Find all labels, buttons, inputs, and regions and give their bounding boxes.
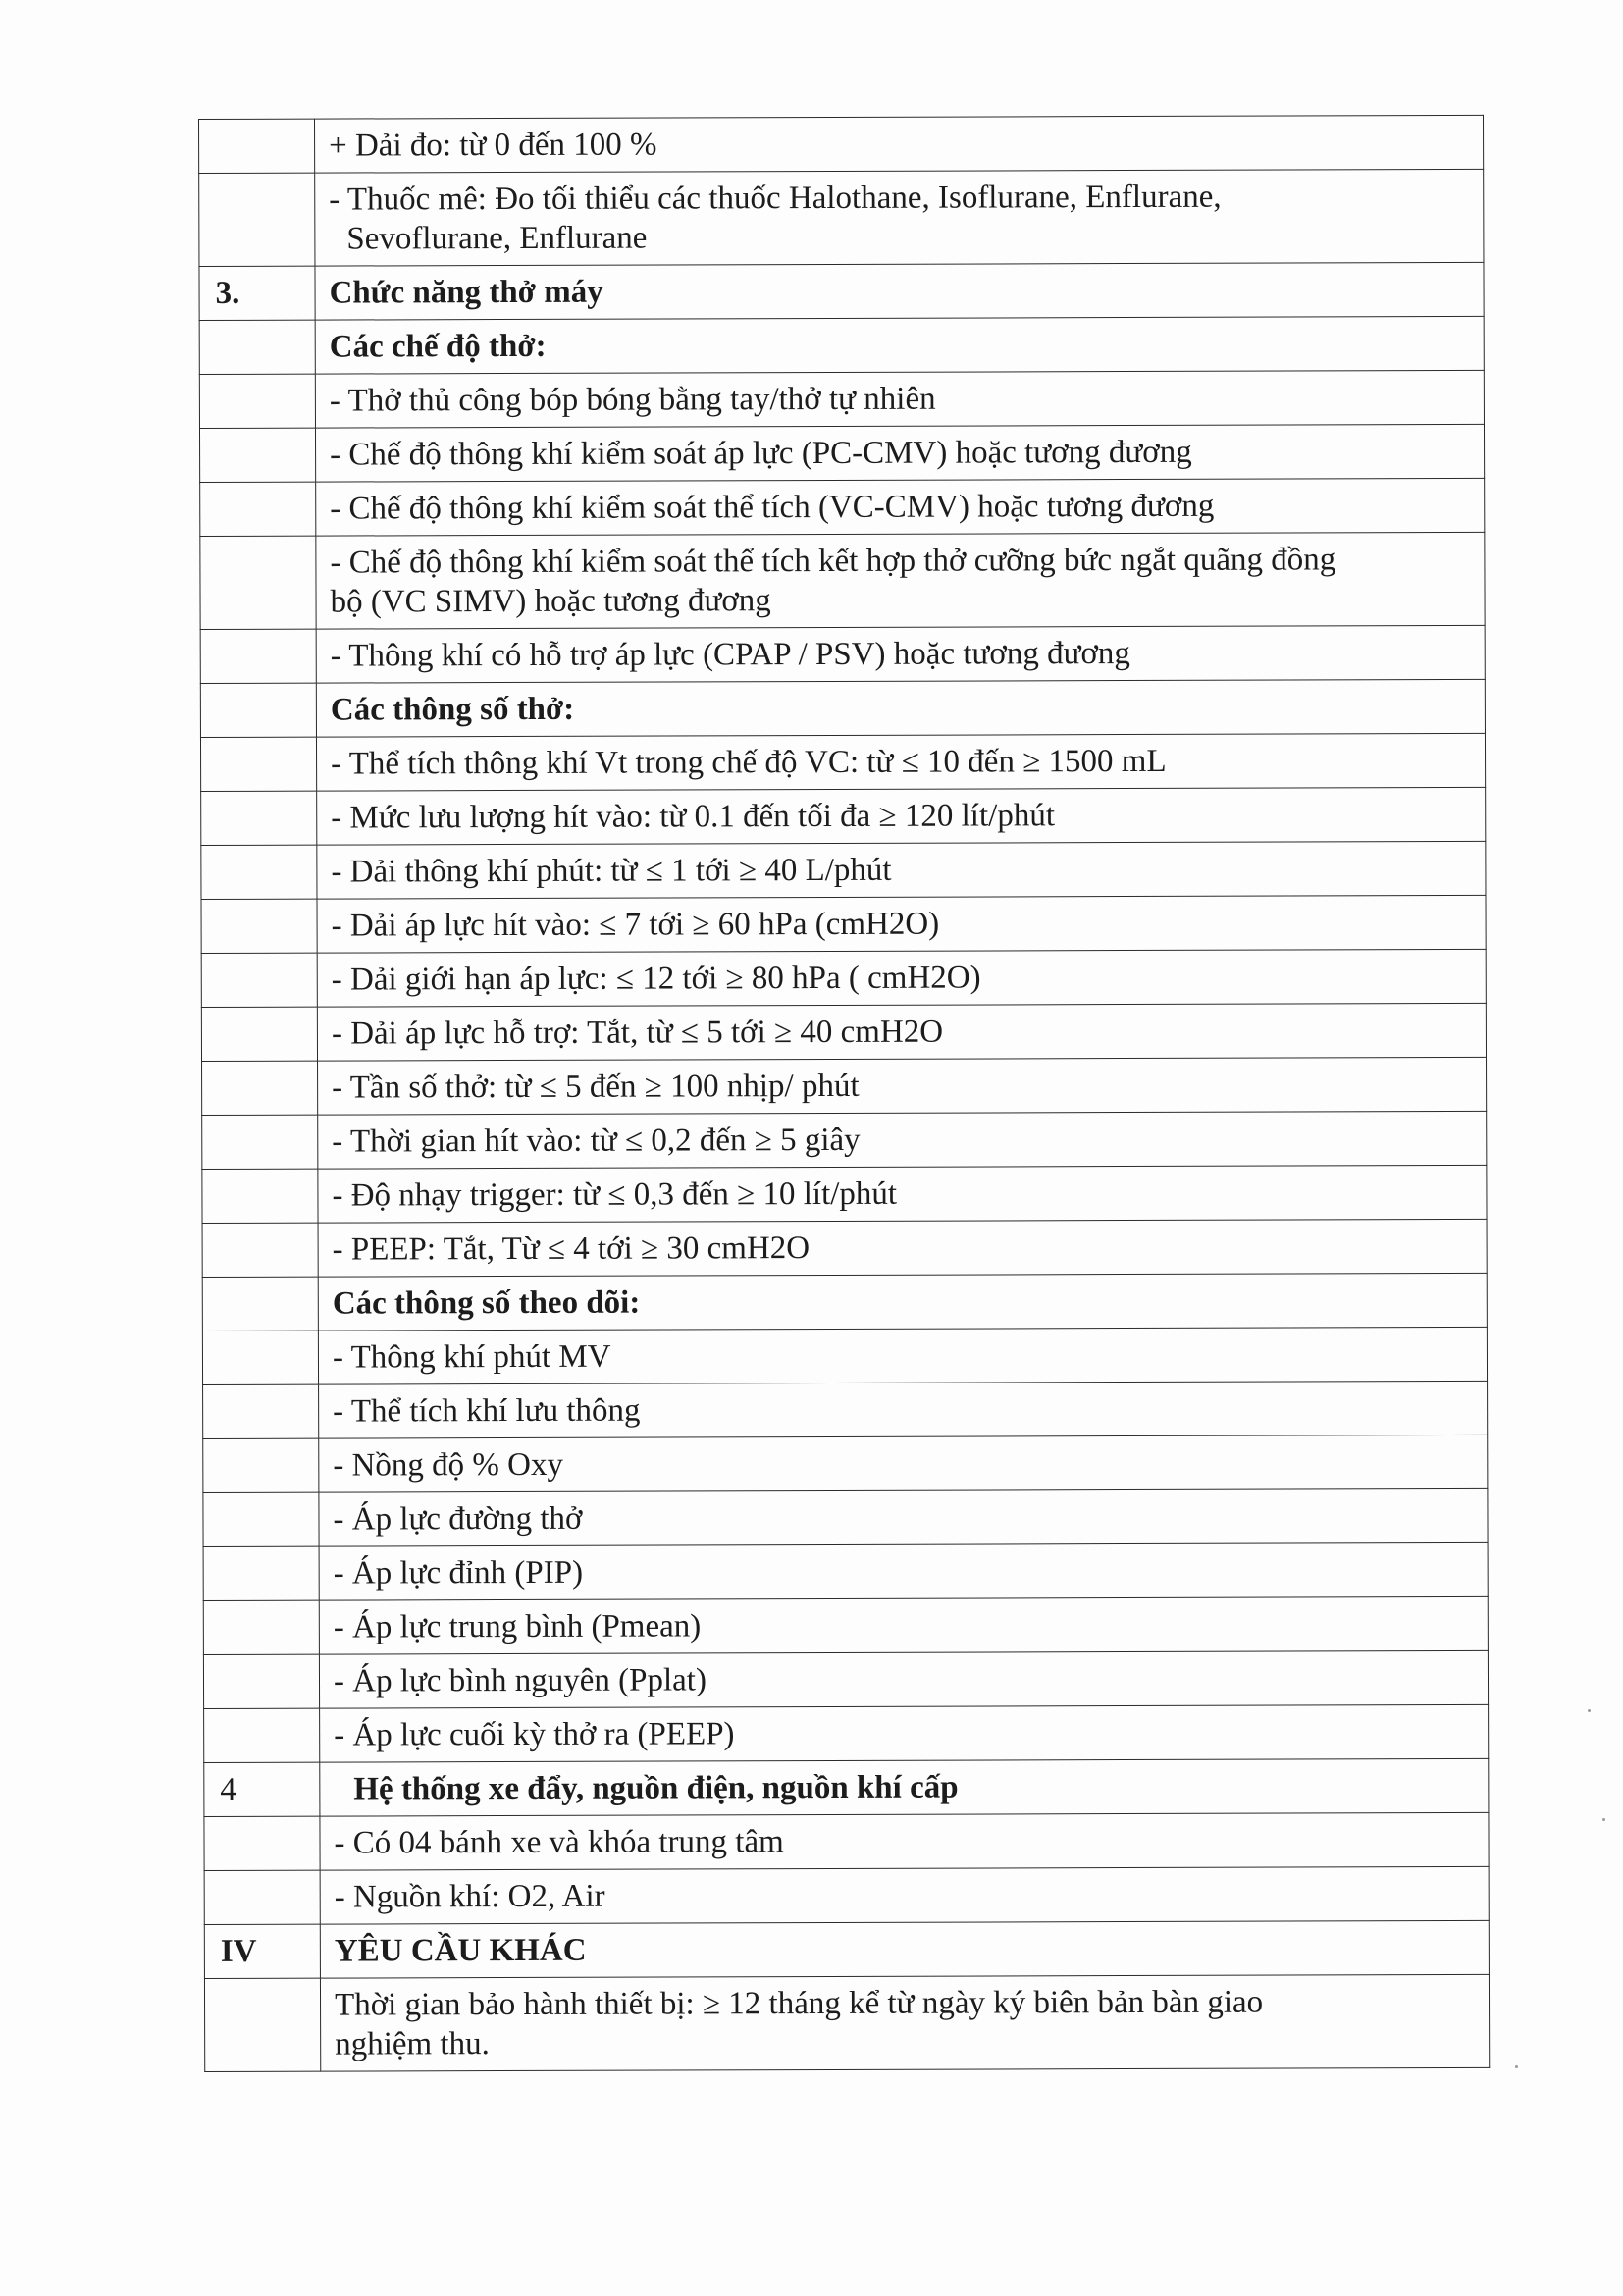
row-text: - Áp lực đỉnh (PIP) — [333, 1554, 584, 1592]
row-content-cell — [320, 1704, 1489, 1762]
row-text: - Thở thủ công bóp bóng bằng tay/thở tự nhiên — [329, 381, 936, 419]
row-text: - Áp lực bình nguyên (Pplat) — [333, 1662, 707, 1699]
table-row — [204, 1920, 1489, 1978]
table-row — [200, 532, 1485, 629]
row-number-cell — [202, 1331, 318, 1384]
row-number-cell: IV — [204, 1924, 320, 1978]
row-text: Các thông số theo dõi: — [332, 1284, 641, 1322]
row-text: - Dải thông khí phút: từ ≤ 1 tới ≥ 40 L/phút — [331, 852, 892, 890]
row-content-cell — [315, 262, 1484, 320]
row-number-cell — [201, 845, 317, 899]
row-content-cell — [317, 1003, 1486, 1061]
row-content-cell — [319, 1650, 1488, 1708]
row-content-cell — [318, 1273, 1487, 1331]
row-number-cell — [202, 1223, 318, 1277]
row-content-cell — [316, 532, 1485, 629]
row-text: + Dải đo: từ 0 đến 100 % — [329, 127, 657, 164]
row-text: Chức năng thở máy — [329, 274, 603, 311]
row-content-cell — [317, 841, 1486, 899]
row-number-cell — [200, 536, 316, 629]
row-number-cell — [200, 629, 316, 683]
table-row — [203, 1650, 1488, 1708]
row-content-cell — [320, 1758, 1489, 1816]
row-text: - Áp lực cuối kỳ thở ra (PEEP) — [334, 1716, 735, 1753]
row-content-cell — [316, 478, 1485, 536]
row-content-cell — [319, 1596, 1488, 1654]
table-row — [200, 733, 1485, 791]
specification-table-body — [199, 115, 1490, 2071]
row-number-cell — [202, 1061, 318, 1115]
table-row — [204, 1758, 1489, 1816]
row-text: - Áp lực đường thở — [333, 1500, 583, 1538]
row-text: - Thông khí phút MV — [332, 1338, 611, 1376]
table-row — [199, 424, 1484, 482]
row-content-cell — [316, 733, 1485, 791]
row-content-cell — [315, 316, 1484, 374]
table-row — [202, 1327, 1487, 1384]
row-text-continuation: nghiệm thu. — [335, 2026, 490, 2062]
row-content-cell — [315, 370, 1484, 428]
row-text: - Mức lưu lượng hít vào: từ 0.1 đến tối đa ≥ 120 lít/phút — [331, 798, 1056, 836]
row-content-cell — [317, 949, 1486, 1007]
row-content-cell — [315, 115, 1484, 173]
row-content-cell — [319, 1381, 1488, 1438]
table-row — [201, 949, 1486, 1007]
row-number-cell: 3. — [199, 266, 315, 320]
table-row — [203, 1596, 1488, 1654]
row-text: Các chế độ thở: — [329, 328, 547, 365]
row-number-cell — [202, 1115, 318, 1169]
row-number-cell — [199, 428, 315, 482]
row-number-cell — [200, 482, 316, 536]
row-text: - PEEP: Tắt, Từ ≤ 4 tới ≥ 30 cmH2O — [332, 1230, 811, 1268]
table-row — [204, 1704, 1489, 1762]
scan-speck — [1588, 1709, 1591, 1712]
row-text-continuation: bộ (VC SIMV) hoặc tương đương — [330, 583, 771, 620]
row-text-continuation: Sevoflurane, Enflurane — [346, 220, 648, 257]
row-number-cell — [204, 1978, 320, 2071]
row-number-cell — [204, 1816, 320, 1870]
row-number-cell — [199, 173, 315, 266]
table-row — [202, 1219, 1487, 1277]
row-text: - Áp lực trung bình (Pmean) — [333, 1608, 702, 1645]
row-text: YÊU CẦU KHÁC — [334, 1932, 587, 1969]
row-text: - Tần số thở: từ ≤ 5 đến ≥ 100 nhịp/ phút — [332, 1068, 860, 1106]
row-content-cell — [316, 625, 1485, 683]
row-number-cell — [202, 1277, 318, 1331]
row-number-cell — [203, 1600, 319, 1654]
table-row — [201, 895, 1486, 953]
row-text: - Có 04 bánh xe và khóa trung tâm — [334, 1824, 784, 1861]
specification-table — [198, 115, 1490, 2072]
row-text: Các thông số thở: — [330, 691, 575, 728]
table-row — [202, 1057, 1487, 1115]
row-number-cell — [204, 1708, 320, 1762]
row-text: - Dải giới hạn áp lực: ≤ 12 tới ≥ 80 hPa ( cmH2O) — [331, 960, 981, 998]
table-row — [204, 1974, 1489, 2071]
row-number-cell — [200, 683, 316, 737]
table-row — [199, 169, 1484, 266]
row-content-cell — [318, 1327, 1487, 1384]
table-row — [202, 1273, 1487, 1331]
table-row — [202, 1165, 1487, 1223]
table-row — [203, 1542, 1488, 1600]
row-number-cell — [199, 320, 315, 374]
row-content-cell — [315, 424, 1484, 482]
row-number-cell — [204, 1870, 320, 1924]
row-text: - Thông khí có hỗ trợ áp lực (CPAP / PSV) hoặc tương đương — [330, 636, 1130, 674]
table-row — [199, 316, 1484, 374]
row-number-cell — [199, 119, 315, 173]
row-text: Hệ thống xe đẩy, nguồn điện, nguồn khí cấp — [353, 1769, 959, 1807]
row-text: - Nồng độ % Oxy — [333, 1446, 564, 1484]
row-text: - Thể tích thông khí Vt trong chế độ VC: từ ≤ 10 đến ≥ 1500 mL — [331, 743, 1167, 782]
row-text: - Dải áp lực hít vào: ≤ 7 tới ≥ 60 hPa (cmH2O) — [331, 906, 940, 944]
table-row — [204, 1812, 1489, 1870]
table-row — [203, 1488, 1488, 1546]
row-number-cell — [200, 737, 316, 791]
table-row — [200, 478, 1485, 536]
table-row — [200, 679, 1485, 737]
row-content-cell — [320, 1812, 1489, 1870]
table-row — [203, 1381, 1488, 1438]
row-number-cell — [203, 1546, 319, 1600]
table-row — [201, 787, 1486, 845]
row-text: Thời gian bảo hành thiết bị: ≥ 12 tháng kể từ ngày ký biên bản bàn giao — [334, 1984, 1264, 2023]
row-number-cell — [203, 1492, 319, 1546]
row-text: - Thời gian hít vào: từ ≤ 0,2 đến ≥ 5 giây — [332, 1122, 861, 1160]
row-content-cell — [318, 1219, 1487, 1277]
row-content-cell — [315, 169, 1484, 266]
table-row — [199, 370, 1484, 428]
scan-speck — [1602, 1818, 1605, 1821]
row-content-cell — [317, 895, 1486, 953]
row-number-cell — [201, 791, 317, 845]
table-row — [200, 625, 1485, 683]
row-text: - Chế độ thông khí kiểm soát thể tích kết hợp thở cưỡng bức ngắt quãng đồng — [330, 542, 1336, 581]
row-text: - Chế độ thông khí kiểm soát thể tích (VC-CMV) hoặc tương đương — [330, 488, 1215, 527]
row-number-cell: 4 — [204, 1762, 320, 1816]
row-text: - Dải áp lực hỗ trợ: Tắt, từ ≤ 5 tới ≥ 40 cmH2O — [331, 1014, 944, 1052]
table-row — [204, 1866, 1489, 1924]
scan-speck — [1515, 2065, 1518, 2068]
table-row — [201, 841, 1486, 899]
row-text: - Thể tích khí lưu thông — [333, 1392, 641, 1430]
row-number-cell — [199, 374, 315, 428]
row-number-cell — [201, 1007, 317, 1061]
row-content-cell — [318, 1111, 1487, 1169]
row-content-cell — [320, 1920, 1489, 1978]
row-content-cell — [316, 679, 1485, 737]
row-number-cell — [202, 1169, 318, 1223]
row-number-cell — [203, 1654, 319, 1708]
row-text: - Độ nhạy trigger: từ ≤ 0,3 đến ≥ 10 lít/phút — [332, 1175, 898, 1214]
row-number-cell — [203, 1384, 319, 1438]
row-content-cell — [318, 1165, 1487, 1223]
row-content-cell — [320, 1866, 1489, 1924]
row-text: - Thuốc mê: Đo tối thiểu các thuốc Halothane, Isoflurane, Enflurane, — [329, 179, 1222, 218]
row-content-cell — [317, 787, 1486, 845]
row-number-cell — [201, 899, 317, 953]
row-text: - Chế độ thông khí kiểm soát áp lực (PC-CMV) hoặc tương đương — [330, 434, 1192, 473]
row-content-cell — [319, 1542, 1488, 1600]
row-content-cell — [319, 1488, 1488, 1546]
table-row — [201, 1003, 1486, 1061]
row-number-cell — [201, 953, 317, 1007]
row-content-cell — [319, 1435, 1488, 1492]
row-text: - Nguồn khí: O2, Air — [334, 1878, 605, 1915]
row-content-cell — [318, 1057, 1487, 1115]
table-row — [199, 115, 1484, 173]
row-number-cell — [203, 1438, 319, 1492]
table-row — [203, 1435, 1488, 1492]
row-content-cell — [320, 1974, 1489, 2071]
table-row — [199, 262, 1484, 320]
table-row — [202, 1111, 1487, 1169]
